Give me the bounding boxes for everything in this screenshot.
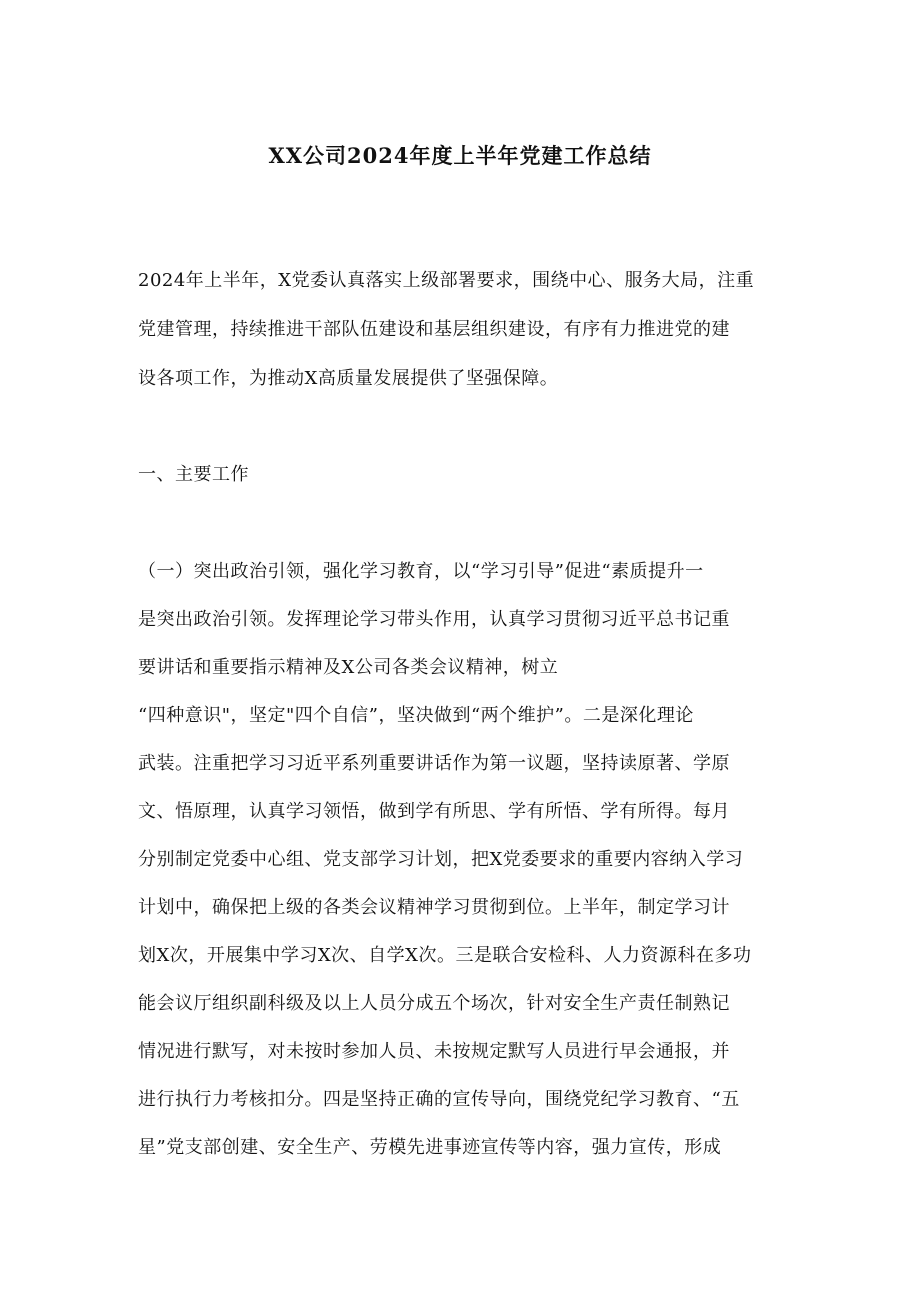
intro-line-1: 2024年上半年，X党委认真落实上级部署要求，围绕中心、服务大局，注重	[138, 270, 755, 291]
body-line-4: “四种意识"，坚定"四个自信”，坚决做到“两个维护”。二是深化理论	[138, 705, 694, 726]
body-line-7: 分别制定党委中心组、党支部学习计划，把X党委要求的重要内容纳入学习	[138, 849, 744, 870]
body-line-10: 能会议厅组织副科级及以上人员分成五个场次，针对安全生产责任制熟记	[138, 993, 730, 1014]
section-heading: 一、主要工作	[138, 464, 249, 485]
body-line-13: 星”党支部创建、安全生产、劳模先进事迹宣传等内容，强力宣传，形成	[138, 1137, 722, 1158]
body-line-11: 情况进行默写，对未按时参加人员、未按规定默写人员进行早会通报，并	[138, 1041, 730, 1062]
intro-line-2: 党建管理，持续推进干部队伍建设和基层组织建设，有序有力推进党的建	[138, 319, 730, 340]
body-line-8: 计划中，确保把上级的各类会议精神学习贯彻到位。上半年，制定学习计	[138, 897, 730, 918]
body-line-5: 武装。注重把学习习近平系列重要讲话作为第一议题，坚持读原著、学原	[138, 753, 730, 774]
document-title: XX公司2024年度上半年党建工作总结	[268, 143, 652, 168]
body-line-6: 文、悟原理，认真学习领悟，做到学有所思、学有所悟、学有所得。每月	[138, 801, 730, 822]
body-line-1: （一）突出政治引领，强化学习教育，以“学习引导”促进“素质提升一	[138, 561, 704, 582]
intro-line-3: 设各项工作，为推动X高质量发展提供了坚强保障。	[138, 368, 559, 389]
body-line-2: 是突出政治引领。发挥理论学习带头作用，认真学习贯彻习近平总书记重	[138, 609, 730, 630]
body-line-9: 划X次，开展集中学习X次、自学X次。三是联合安检科、人力资源科在多功	[138, 945, 752, 966]
body-line-3: 要讲话和重要指示精神及X公司各类会议精神，树立	[138, 657, 559, 678]
body-line-12: 进行执行力考核扣分。四是坚持正确的宣传导向，围绕党纪学习教育、“五	[138, 1089, 740, 1110]
